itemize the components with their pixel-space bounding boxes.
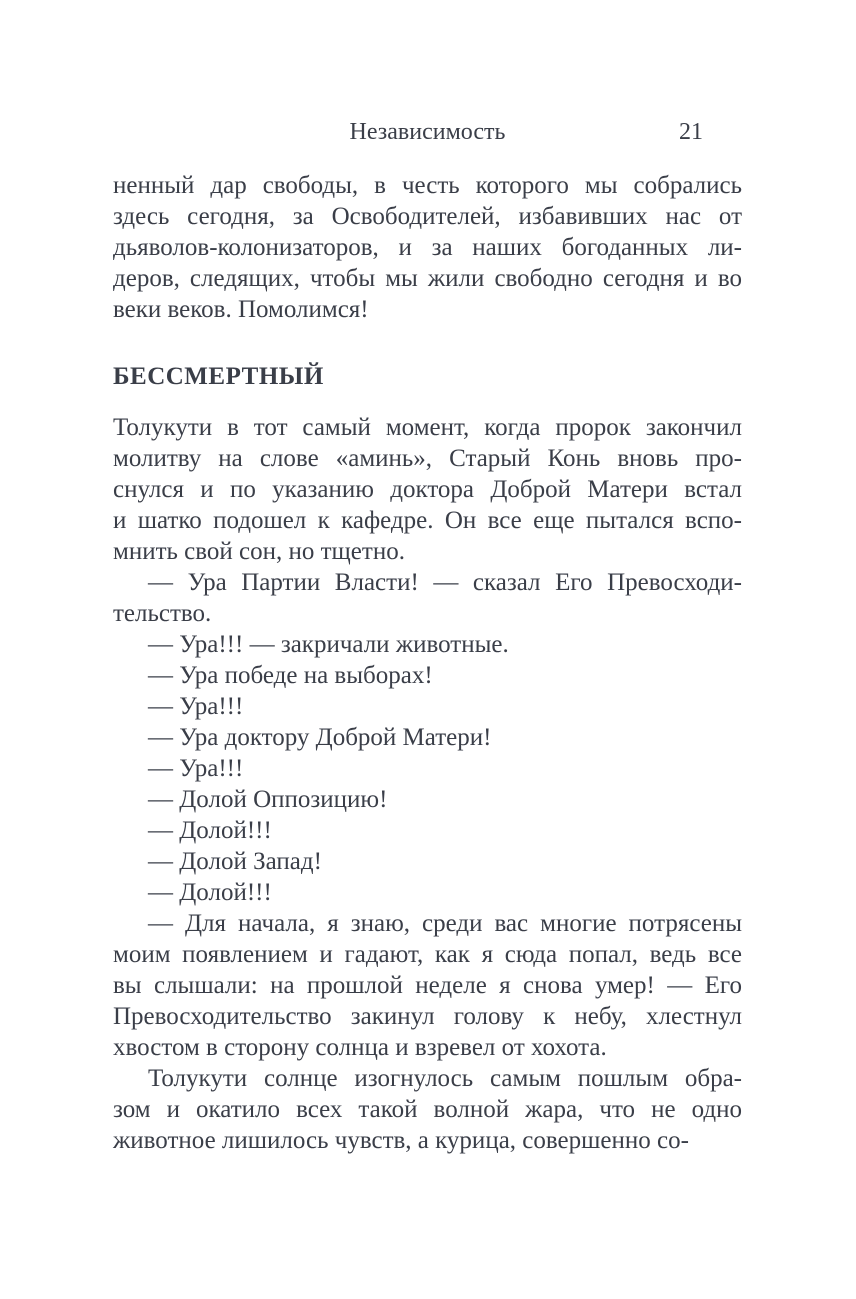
paragraph xyxy=(113,1063,742,1156)
paragraph xyxy=(113,170,742,325)
page-number: 21 xyxy=(679,119,703,145)
text-line: дьяволов-колонизаторов, и за наших богоданных ли- xyxy=(113,234,742,261)
paragraph xyxy=(113,412,742,567)
text-line: и шатко подошел к кафедре. Он все еще пытался вспо- xyxy=(113,507,742,534)
text-line: Толукути в тот самый момент, когда пророк закончил xyxy=(113,414,742,441)
paragraph xyxy=(113,691,742,722)
text-line: моим появлением и гадают, как я сюда попал, ведь все xyxy=(113,941,742,968)
text-line: здесь сегодня, за Освободителей, избавивших нас от xyxy=(113,203,742,230)
paragraph xyxy=(113,815,742,846)
text-line: — Долой Запад! xyxy=(148,848,322,875)
paragraph xyxy=(113,660,742,691)
text-line: хвостом в сторону солнца и взревел от хохота. xyxy=(113,1034,607,1061)
text-line: животное лишилось чувств, а курица, совершенно со- xyxy=(113,1127,689,1154)
paragraph xyxy=(113,877,742,908)
text-line: снулся и по указанию доктора Доброй Матери встал xyxy=(113,476,742,503)
text-line: — Долой Оппозицию! xyxy=(148,786,388,813)
running-title: Независимость xyxy=(349,119,506,145)
text-line: молитву на слове «аминь», Старый Конь вновь про- xyxy=(113,445,742,472)
text-line: мнить свой сон, но тщетно. xyxy=(113,538,405,565)
paragraph xyxy=(113,846,742,877)
text-line: — Ура Партии Власти! — сказал Его Превосходи- xyxy=(148,569,742,596)
chapter-heading: БЕССМЕРТНЫЙ xyxy=(113,363,324,390)
paragraph xyxy=(113,722,742,753)
paragraph xyxy=(113,753,742,784)
text-line: — Для начала, я знаю, среди вас многие потрясены xyxy=(148,910,742,937)
text-line: зом и окатило всех такой волной жара, что не одно xyxy=(113,1096,742,1123)
text-line: Толукути солнце изогнулось самым пошлым обра- xyxy=(148,1065,742,1092)
text-line: ненный дар свободы, в честь которого мы собрались xyxy=(113,172,742,199)
text-line: — Ура победе на выборах! xyxy=(148,662,433,689)
paragraph xyxy=(113,629,742,660)
page-header xyxy=(113,117,742,148)
text-line: деров, следящих, чтобы мы жили свободно сегодня и во xyxy=(113,265,742,292)
text-line: — Ура!!! xyxy=(148,755,244,782)
text-line: вы слышали: на прошлой неделе я снова умер! — Его xyxy=(113,972,742,999)
text-line: — Долой!!! xyxy=(148,817,272,844)
paragraph xyxy=(113,567,742,629)
paragraph xyxy=(113,908,742,1063)
text-line: Превосходительство закинул голову к небу, хлестнул xyxy=(113,1003,742,1030)
page-body xyxy=(113,170,742,1156)
text-line: веки веков. Помолимся! xyxy=(113,296,369,323)
text-line: тельство. xyxy=(113,600,212,627)
text-line: — Долой!!! xyxy=(148,879,272,906)
text-line: — Ура!!! xyxy=(148,693,244,720)
text-line: — Ура доктору Доброй Матери! xyxy=(148,724,492,751)
text-line: — Ура!!! — закричали животные. xyxy=(148,631,509,658)
paragraph xyxy=(113,784,742,815)
